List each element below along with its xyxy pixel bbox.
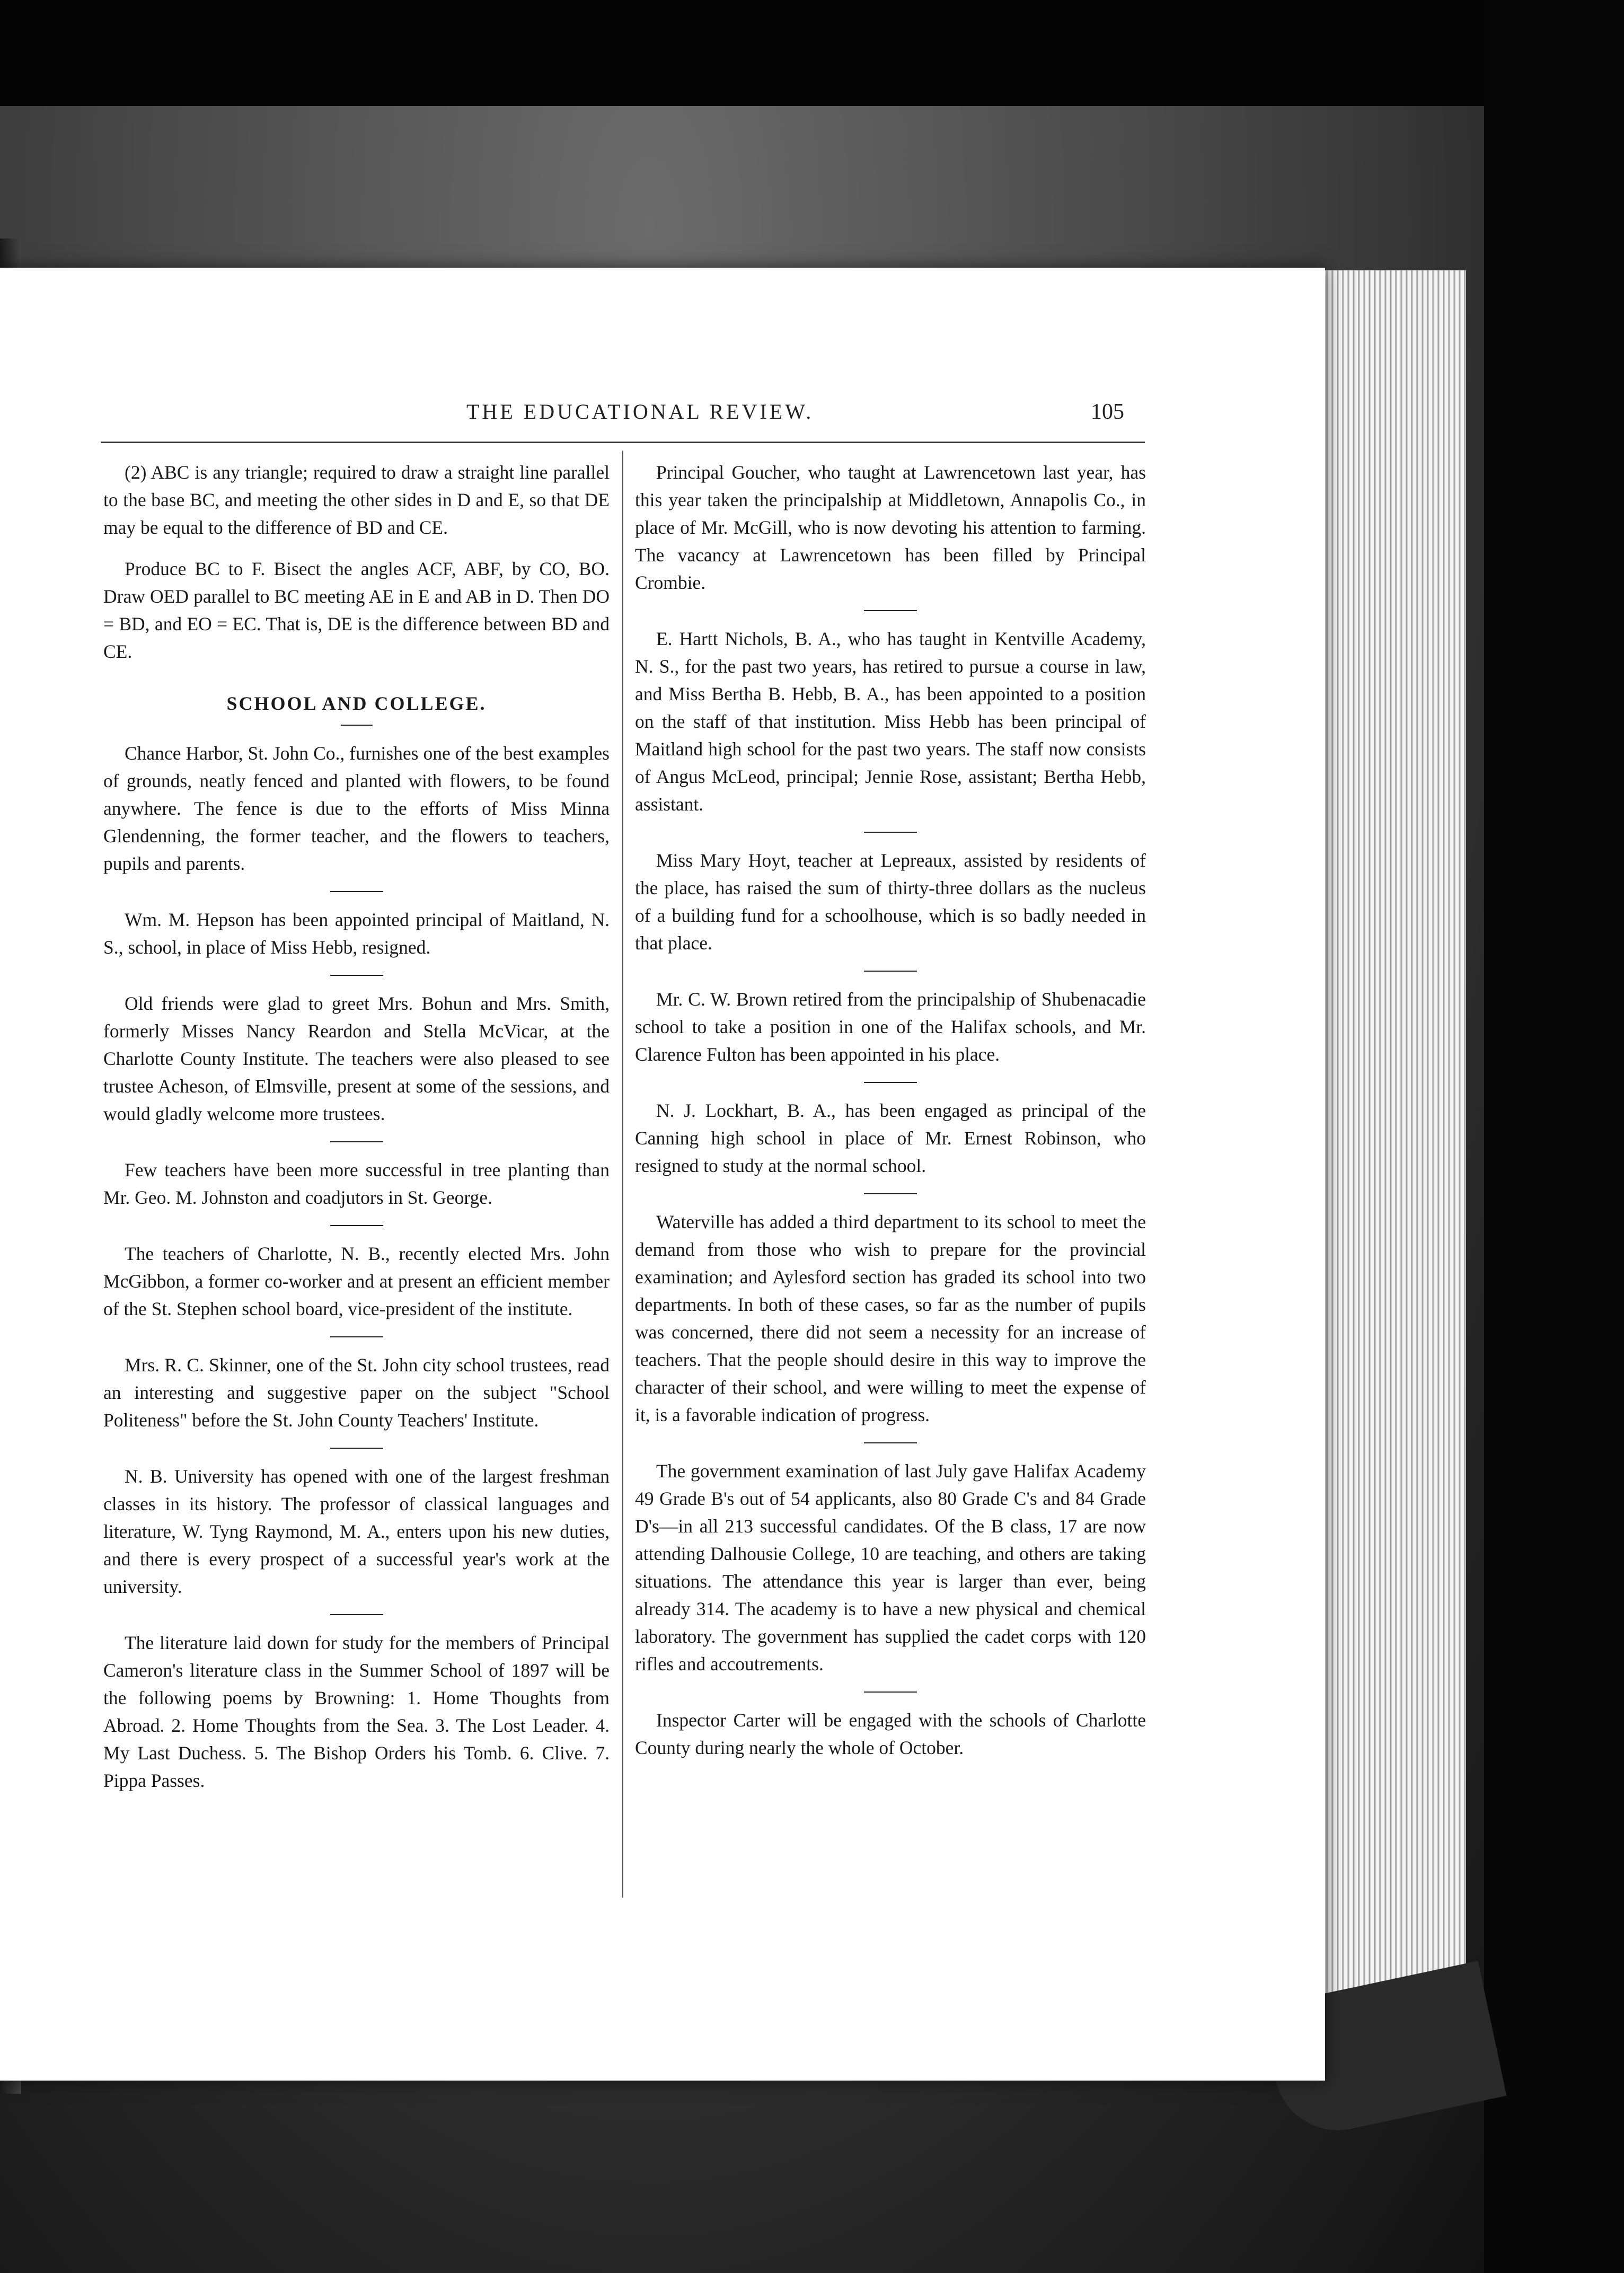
item-separator bbox=[330, 1225, 383, 1226]
item-separator bbox=[330, 891, 383, 892]
left-column bbox=[103, 459, 610, 1808]
page-number: 105 bbox=[1091, 400, 1124, 424]
news-item: The literature laid down for study for the members of Principal Cameron's literature class in the Summer School of 1897 will be the following poems by Browning: 1. Home Thoughts from Abroad. 2. Home Thoughts from the Sea. 3. The Lost Leader. 4. My Last Duchess. 5. The Bishop Orders his Tomb. 6. Clive. 7. Pippa Passes. bbox=[103, 1632, 610, 1791]
item-separator bbox=[864, 971, 917, 972]
news-item: N. J. Lockhart, B. A., has been engaged as principal of the Canning high school in place of Mr. Ernest Robinson, who resigned to study at the normal school. bbox=[635, 1100, 1146, 1176]
column-divider bbox=[622, 451, 623, 1898]
scanner-right-shadow bbox=[1484, 0, 1624, 2273]
news-item: Few teachers have been more successful in tree planting than Mr. Geo. M. Johnston and coadjutors in St. George. bbox=[103, 1159, 610, 1208]
news-item: Chance Harbor, St. John Co., furnishes one of the best examples of grounds, neatly fenced and planted with flowers, to be found anywhere. The fence is due to the efforts of Miss Minna Glendenning, the former teacher, and the flowers to teachers, pupils and parents. bbox=[103, 743, 610, 874]
section-heading: SCHOOL AND COLLEGE. bbox=[226, 693, 487, 714]
news-item: Inspector Carter will be engaged with the schools of Charlotte County during nearly the whole of October. bbox=[635, 1710, 1146, 1758]
item-separator bbox=[864, 1442, 917, 1443]
news-item: The government examination of last July gave Halifax Academy 49 Grade B's out of 54 applicants, also 80 Grade C's and 84 Grade D's—in all 213 successful candidates. Of the B class, 17 are now attending Dalhousie College, 10 are teaching, and others are taking situations. The attendance this year is larger than ever, being already 314. The academy is to have a new physical and chemical laboratory. The government has supplied the cadet corps with 120 rifles and accoutrements. bbox=[635, 1460, 1146, 1675]
geometry-problem: (2) ABC is any triangle; required to draw a straight line parallel to the base BC, and meeting the other sides in D and E, so that DE may be equal to the difference of BD and CE. bbox=[103, 462, 610, 538]
item-separator bbox=[330, 1336, 383, 1337]
news-item: Mr. C. W. Brown retired from the principalship of Shubenacadie school to take a position in one of the Halifax schools, and Mr. Clarence Fulton has been appointed in his place. bbox=[635, 989, 1146, 1065]
book-page-edges bbox=[1320, 270, 1466, 2083]
news-item: Mrs. R. C. Skinner, one of the St. John city school trustees, read an interesting and suggestive paper on the subject "School Politeness" before the St. John County Teachers' Institute. bbox=[103, 1354, 610, 1431]
news-item: Waterville has added a third department to its school to meet the demand from those who wish to prepare for the provincial examination; and Aylesford section has graded its school into two departments. In both of these cases, so far as the number of pupils was concerned, there did not seem a necessity for an increase of teachers. That the people should desire in this way to improve the character of their school, and were willing to meet the expense of it, is a favorable indication of progress. bbox=[635, 1211, 1146, 1425]
news-item: Miss Mary Hoyt, teacher at Lepreaux, assisted by residents of the place, has raised the sum of thirty-three dollars as the nucleus of a building fund for a schoolhouse, which is so badly needed in that place. bbox=[635, 850, 1146, 954]
journal-page bbox=[0, 268, 1325, 2081]
item-separator bbox=[864, 832, 917, 833]
journal-title: THE EDUCATIONAL REVIEW. bbox=[466, 400, 814, 424]
section-rule bbox=[341, 725, 373, 726]
news-item: Principal Goucher, who taught at Lawrencetown last year, has this year taken the principalship at Middletown, Annapolis Co., in place of Mr. McGill, who is now devoting his attention to farming. The vacancy at Lawrencetown has been filled by Principal Crombie. bbox=[635, 462, 1146, 593]
item-separator bbox=[864, 1193, 917, 1194]
item-separator bbox=[864, 1691, 917, 1693]
item-separator bbox=[864, 610, 917, 611]
news-item: The teachers of Charlotte, N. B., recently elected Mrs. John McGibbon, a former co-worker and at present an efficient member of the St. Stephen school board, vice-president of the institute. bbox=[103, 1243, 610, 1319]
header-rule bbox=[101, 442, 1145, 443]
news-item: N. B. University has opened with one of the largest freshman classes in its history. The professor of classical languages and literature, W. Tyng Raymond, M. A., enters upon his new duties, and there is every prospect of a successful year's work at the university. bbox=[103, 1466, 610, 1597]
item-separator bbox=[864, 1082, 917, 1083]
running-head bbox=[0, 399, 1325, 431]
item-separator bbox=[330, 975, 383, 976]
item-separator bbox=[330, 1448, 383, 1449]
news-item: Old friends were glad to greet Mrs. Bohun and Mrs. Smith, formerly Misses Nancy Reardon and Stella McVicar, at the Charlotte County Institute. The teachers were also pleased to see trustee Acheson, of Elmsville, present at some of the sessions, and would gladly welcome more trustees. bbox=[103, 993, 610, 1124]
scanner-top-shadow bbox=[0, 0, 1624, 106]
news-item: E. Hartt Nichols, B. A., who has taught in Kentville Academy, N. S., for the past two years, has retired to pursue a course in law, and Miss Bertha B. Hebb, B. A., has been appointed to a position on the staff of that institution. Miss Hebb has been principal of Maitland high school for the past two years. The staff now consists of Angus McLeod, principal; Jennie Rose, assistant; Bertha Hebb, assistant. bbox=[635, 628, 1146, 815]
geometry-solution: Produce BC to F. Bisect the angles ACF, ABF, by CO, BO. Draw OED parallel to BC meeting AE in E and AB in D. Then DO = BD, and EO = EC. That is, DE is the difference between BD and CE. bbox=[103, 558, 610, 662]
item-separator bbox=[330, 1614, 383, 1615]
item-separator bbox=[330, 1141, 383, 1142]
news-item: Wm. M. Hepson has been appointed principal of Maitland, N. S., school, in place of Miss Hebb, resigned. bbox=[103, 909, 610, 958]
right-column bbox=[635, 459, 1146, 1775]
